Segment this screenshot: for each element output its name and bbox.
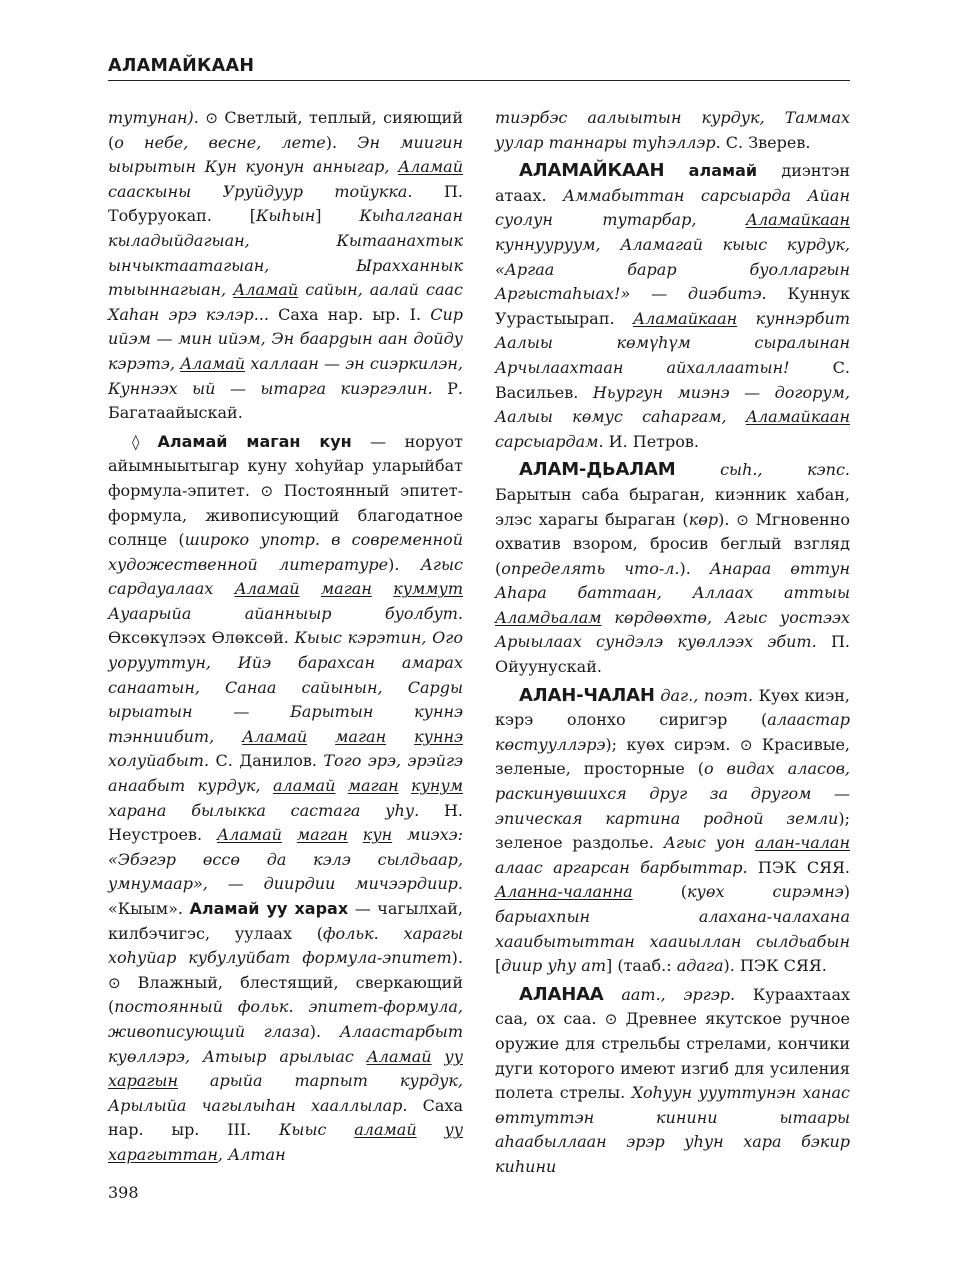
entry-alanaa: АЛАНАА аат., эргэр. Кураахтаах саа, ох саа. ⊙ Древнее якутское ручное оружие для стрельбы стрелами, кончики дуги которого имеют изгиб для усиления полета стрелы. Хоhуун уууттунэн ханас өттуттэн кинини ытаары аhаабыллаан эрэр уhун хара бэкир киhини xyxy=(495,983,851,1176)
page-number: 398 xyxy=(108,1183,139,1202)
header-rule xyxy=(108,80,850,81)
diamond-icon: ◊ xyxy=(132,432,158,451)
entry-alan-chalan: АЛАН-ЧАЛАН даг., поэт. Куөх киэн, кэрэ олонхо сиригэр (алаастар көстууллэрэ); куөх сирэм. ⊙ Красивые, зеленые, просторные (о видах аласов, раскинувшихся друг за другом — эпическая картина родной земли); зеленое раздолье. Агыс уон алан-чалан алаас аргарсан барбыттар. ПЭК СЯЯ. Аланна-чаланна (куөх сирэмнэ) барыахпын алахана-чалахана хааибытыттан хааиыллан сылдьабын [диир уhу ат] (тааб.: адага). ПЭК СЯЯ. xyxy=(495,684,851,976)
circle-dot-icon: ⊙ xyxy=(739,735,753,754)
circle-dot-icon: ⊙ xyxy=(604,1010,618,1029)
entry-continued: тиэрбэс аалыытын курдук, Таммах уулар таннары туhэллэр. С. Зверев. xyxy=(495,108,850,152)
circle-dot-icon: ⊙ xyxy=(736,510,749,529)
running-head: АЛАМАЙКААН xyxy=(108,56,255,76)
left-column xyxy=(108,106,463,1168)
entry-alam-dyalam: АЛАМ-ДЬАЛАМ сыh., кэпс. Барытын саба быраган, киэнник хабан, элэс харагы быраган (көр). ⊙ Мгновенно охватив взором, бросив беглый взгляд (определять что-л.). Анараа өттун Аhара баттаан, Аллаах аттыы Аламдьалам көрдөөхтө, Агыс уостээх Арыылаах сундэлэ куөллээх эбит. П. Ойуунускай. xyxy=(495,459,851,677)
entry-alamay-continued: тутунан). ⊙ Светлый, теплый, сияющий (о небе, весне, лете). Эн миигин ыырытын Кун куонун анныгар, Аламай сааскыны Уруйдуур тойукка. П. Тобуруокап. [Кыhын] Кыhалганан кыладыйдагыан, Кытаанахтык ынчыктаатагыан, Ырахханнык тыыннагыан, Аламай сайын, аалай саас Хаhан эрэ кэлэр... Саха нар. ыр. I. Сир ийэм — мин ийэм, Эн баарgын аан дойду кэрэтэ, Аламай халлаан — эн сиэркилэн, Куннээх ый — ытарга киэргэлин. Р. Багатаайыскай. xyxy=(108,108,464,423)
right-column xyxy=(495,106,850,1180)
entry-alamaykaan: АЛАМАЙКААН аламай диэнтэн атаах. Аммабыттан сарсыарда Айан суолун тутарбар, Аламайкаан куннууруум, Аламагай кыыс курдук, «Аргаа барар буолларгын Аргыстаhыах!» — диэбитэ. Куннук Уурастыырап. Аламайкаан куннэрбит Аалыы көмүhүм сыралынан Арчылаахтаан айхаллаатын! С. Васильев. Ньургун миэнэ — догорум, Аалыы көмус саhаргам, Аламайкаан сарсыардам. И. Петров. xyxy=(495,160,851,451)
circle-dot-icon: ⊙ xyxy=(108,973,121,992)
circle-dot-icon: ⊙ xyxy=(205,109,218,127)
circle-dot-icon: ⊙ xyxy=(260,481,274,500)
subentry-alamay-magan-kun: ◊ Аламай маган кун — норуот айымныытыгар куну хоhуйар уларыйбат формула-эпитет. ⊙ Постоянный эпитет-формула, живописующий благодатное солнце (широко употр. в современной художественной литературе). Агыс сардаyалаах Аламай маган куммут Аyаарыйа айанныыр буолбут. Өксөкүлээх Өлөксөй. Кыыс кэрэтин, Огo уорууттун, Ийэ барахсан амарах санаатын, Санаа сайынын, Сарgы ырыатын — Барытын куннэ тэнниибит, Аламай маган куннэ холуйабыт. С. Данилов. Тогo эрэ, эрэйгэ анаабыт курдук, аламай маган кунум харана былыкка састага уhу. Н. Неустроев. Аламай маган кун миэхэ: «Эбэгэр өссө да кэлэ сылдьаар, умнумаар», — диирдии мичээрдиир. «Кыым». Аламай уу харах — чагылхай, килбэчигэс, уулаах (фольк. харагы хоhуйар кубулуйбат формула-эпитет). ⊙ Влажный, блестящий, сверкающий (постоянный фольк. эпитет-формула, живописующий глаза). Алаастарбыт куөллэрэ, Атыыр арылыас Аламай уу харагын арыйа тарпыт курдук, Арылыйа чагылыhан хааллылар. Саха нар. ыр. III. Кыыс аламай уу харагыттан, Алтан xyxy=(108,431,464,1164)
